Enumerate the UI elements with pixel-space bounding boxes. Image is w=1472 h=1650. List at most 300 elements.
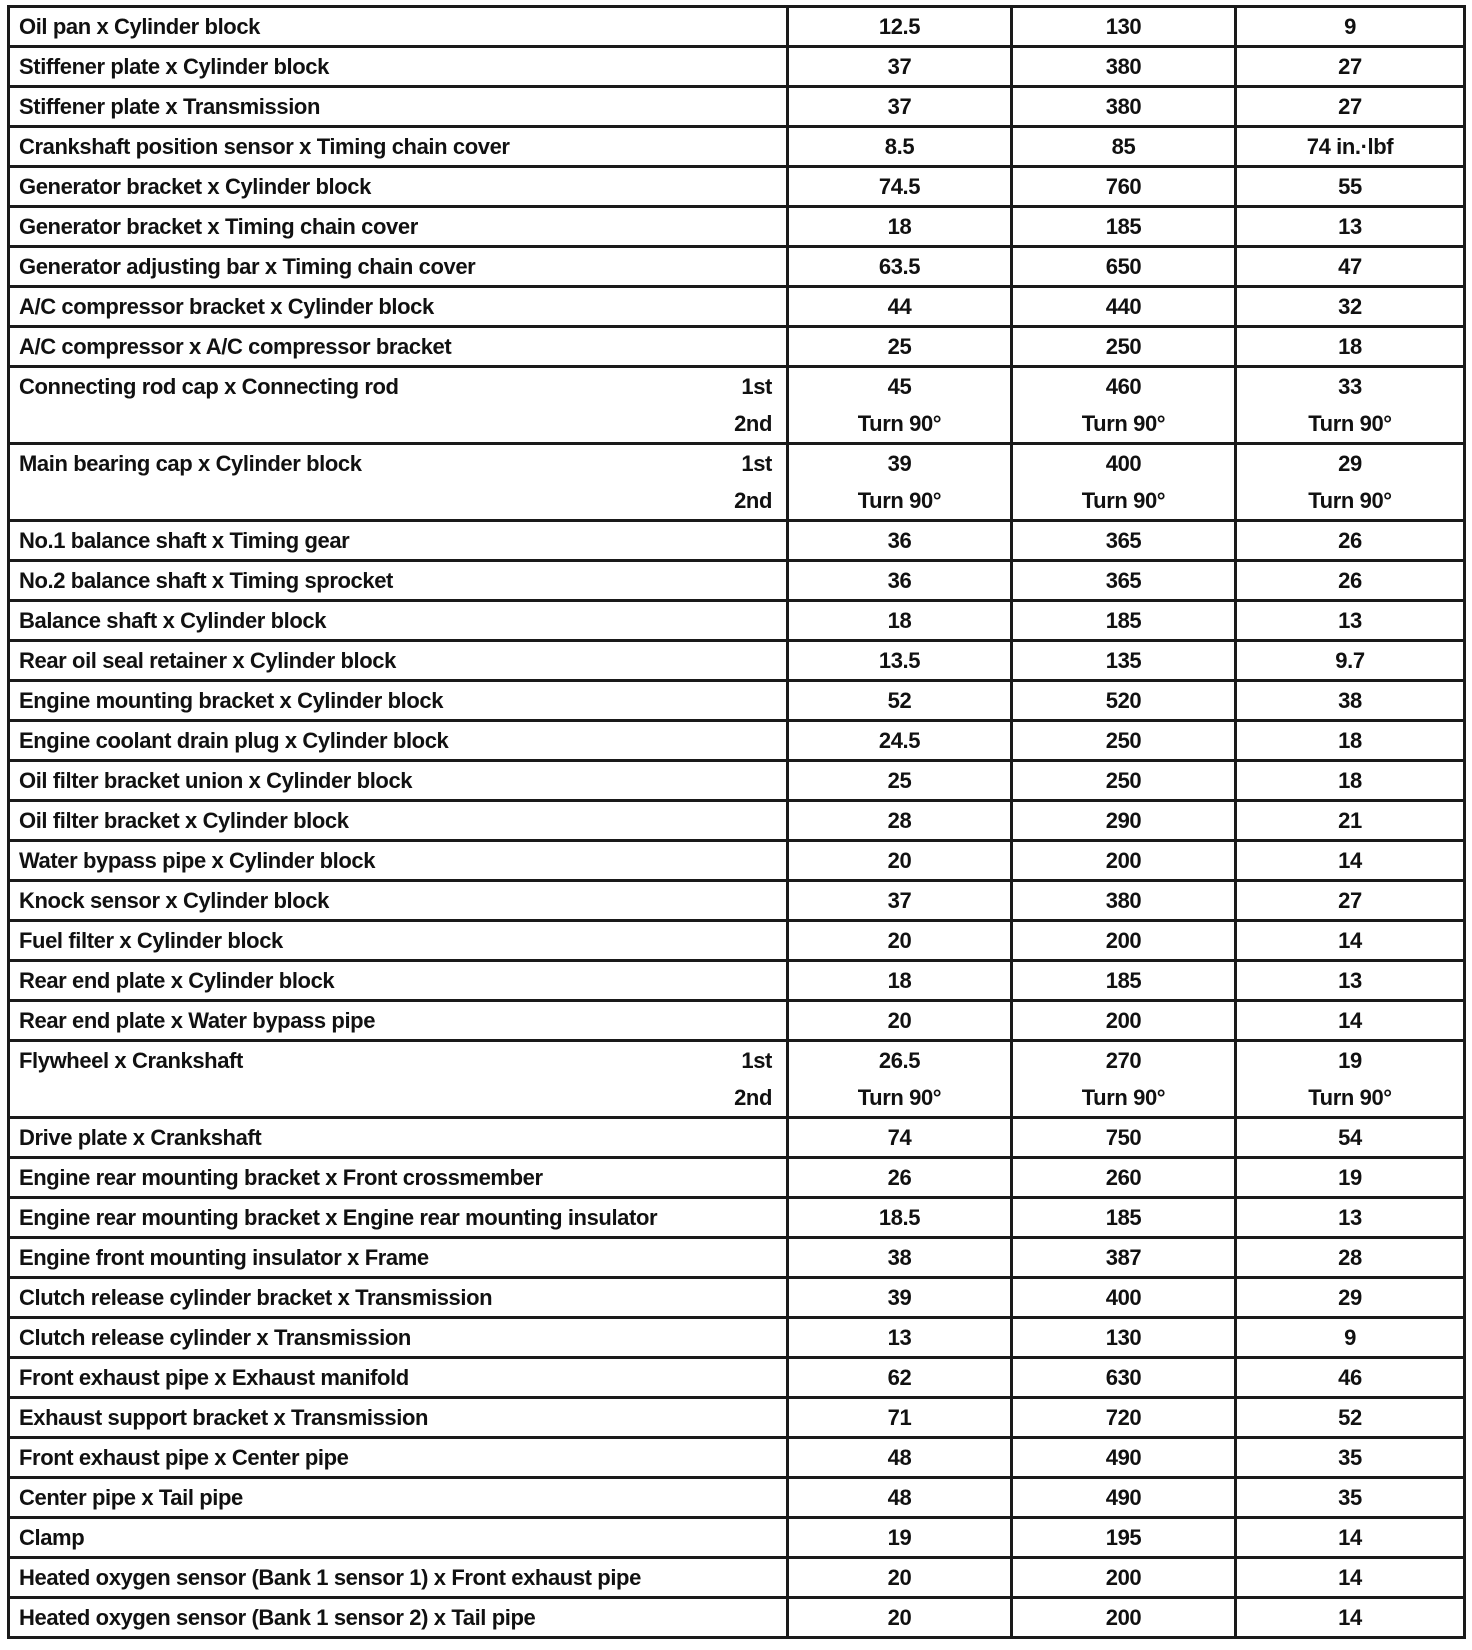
table-row: [9, 207, 1465, 247]
torque-ftlbf-value: 21: [1338, 808, 1362, 833]
torque-kgfcm-value: 365: [1105, 568, 1142, 593]
torque-nm-cell: [788, 921, 1012, 961]
table-row: [9, 444, 1465, 521]
torque-nm-cell: [788, 721, 1012, 761]
table-row: [9, 1518, 1465, 1558]
part-cell: [9, 681, 788, 721]
torque-kgfcm-value: 185: [1105, 608, 1142, 633]
torque-nm-value: 20: [887, 1008, 912, 1033]
torque-nm-cell: [788, 444, 1012, 521]
torque-nm-cell: [788, 601, 1012, 641]
torque-ftlbf-value: 46: [1338, 1365, 1362, 1390]
torque-kgfcm-cell: [1012, 601, 1236, 641]
torque-nm-value: 26.5: [878, 1048, 921, 1073]
part-cell: [9, 87, 788, 127]
torque-nm-cell: [788, 1358, 1012, 1398]
torque-nm-value: 63.5: [878, 254, 921, 279]
part-cell: [9, 881, 788, 921]
part-label: Front exhaust pipe x Center pipe: [19, 1445, 349, 1470]
torque-nm-cell: [788, 1558, 1012, 1598]
torque-nm-value: Turn 90°: [857, 488, 942, 513]
torque-kgfcm-cell: [1012, 287, 1236, 327]
torque-ftlbf-value: 13: [1338, 214, 1362, 239]
torque-ftlbf-value: 29: [1338, 1285, 1362, 1310]
table-row: [9, 681, 1465, 721]
table-row: [9, 1041, 1465, 1118]
part-label: Exhaust support bracket x Transmission: [19, 1405, 429, 1430]
torque-ftlbf-value: 19: [1338, 1165, 1362, 1190]
torque-kgfcm-cell: [1012, 1118, 1236, 1158]
torque-nm-value: 45: [887, 374, 912, 399]
part-label: Drive plate x Crankshaft: [19, 1125, 262, 1150]
part-label: Engine front mounting insulator x Frame: [19, 1245, 429, 1270]
torque-kgfcm-cell: [1012, 641, 1236, 681]
table-row: [9, 127, 1465, 167]
table-row: [9, 1318, 1465, 1358]
step-label: 2nd: [734, 488, 772, 513]
torque-kgfcm-value: 720: [1105, 1405, 1142, 1430]
torque-nm-value: 52: [887, 688, 912, 713]
part-label: Engine rear mounting bracket x Front crossmember: [19, 1165, 543, 1190]
torque-ftlbf-value: 14: [1338, 1565, 1362, 1590]
torque-kgfcm-value: 380: [1105, 94, 1142, 119]
table-row: [9, 327, 1465, 367]
part-label: No.2 balance shaft x Timing sprocket: [19, 568, 393, 593]
torque-ftlbf-cell: [1236, 1598, 1465, 1638]
torque-kgfcm-cell: [1012, 7, 1236, 47]
part-cell: [9, 761, 788, 801]
torque-kgfcm-cell: [1012, 1158, 1236, 1198]
torque-ftlbf-cell: [1236, 1041, 1465, 1118]
part-label: A/C compressor x A/C compressor bracket: [19, 334, 452, 359]
torque-nm-cell: [788, 1278, 1012, 1318]
table-row: [9, 841, 1465, 881]
torque-kgfcm-cell: [1012, 721, 1236, 761]
step-label: 2nd: [734, 411, 772, 436]
torque-nm-value: 44: [887, 294, 912, 319]
table-row: [9, 1278, 1465, 1318]
table-row: [9, 881, 1465, 921]
part-label: Oil filter bracket x Cylinder block: [19, 808, 349, 833]
torque-kgfcm-cell: [1012, 921, 1236, 961]
torque-ftlbf-value: 52: [1338, 1405, 1362, 1430]
torque-nm-cell: [788, 1198, 1012, 1238]
torque-ftlbf-value: 35: [1338, 1445, 1362, 1470]
part-cell: [9, 327, 788, 367]
part-cell: [9, 1158, 788, 1198]
torque-nm-cell: [788, 1598, 1012, 1638]
part-label: Rear oil seal retainer x Cylinder block: [19, 648, 396, 673]
table-row: [9, 1598, 1465, 1638]
torque-kgfcm-cell: [1012, 561, 1236, 601]
torque-ftlbf-cell: [1236, 1398, 1465, 1438]
part-cell: [9, 1398, 788, 1438]
torque-nm-cell: [788, 761, 1012, 801]
part-label: Generator adjusting bar x Timing chain cover: [19, 254, 476, 279]
table-row: [9, 1438, 1465, 1478]
step-label: 1st: [741, 1048, 772, 1073]
torque-ftlbf-value: 14: [1338, 848, 1362, 873]
torque-ftlbf-cell: [1236, 601, 1465, 641]
torque-kgfcm-cell: [1012, 841, 1236, 881]
torque-kgfcm-value: 135: [1105, 648, 1142, 673]
torque-nm-value: 18: [887, 608, 912, 633]
part-label: Heated oxygen sensor (Bank 1 sensor 2) x Tail pipe: [19, 1605, 536, 1630]
torque-nm-cell: [788, 367, 1012, 444]
torque-ftlbf-value: 32: [1338, 294, 1362, 319]
part-cell: [9, 1318, 788, 1358]
torque-nm-value: 12.5: [878, 14, 921, 39]
torque-kgfcm-value: 185: [1105, 968, 1142, 993]
part-cell: [9, 1238, 788, 1278]
torque-kgfcm-value: 400: [1105, 451, 1142, 476]
torque-nm-value: 26: [887, 1165, 912, 1190]
part-label: A/C compressor bracket x Cylinder block: [19, 294, 434, 319]
part-label: Rear end plate x Cylinder block: [19, 968, 335, 993]
torque-nm-cell: [788, 961, 1012, 1001]
torque-ftlbf-cell: [1236, 1358, 1465, 1398]
torque-kgfcm-cell: [1012, 521, 1236, 561]
torque-nm-cell: [788, 1518, 1012, 1558]
table-row: [9, 1398, 1465, 1438]
part-label: Oil filter bracket union x Cylinder block: [19, 768, 413, 793]
torque-kgfcm-cell: [1012, 87, 1236, 127]
table-row: [9, 961, 1465, 1001]
torque-kgfcm-cell: [1012, 681, 1236, 721]
torque-ftlbf-value: Turn 90°: [1308, 411, 1392, 436]
torque-nm-cell: [788, 681, 1012, 721]
torque-ftlbf-value: 9: [1344, 1325, 1356, 1350]
torque-kgfcm-value: 650: [1105, 254, 1142, 279]
torque-ftlbf-value: 27: [1338, 54, 1362, 79]
torque-ftlbf-cell: [1236, 1118, 1465, 1158]
part-cell: [9, 1438, 788, 1478]
torque-ftlbf-cell: [1236, 1001, 1465, 1041]
torque-ftlbf-cell: [1236, 7, 1465, 47]
part-label: Engine coolant drain plug x Cylinder block: [19, 728, 449, 753]
part-label: Engine rear mounting bracket x Engine rear mounting insulator: [19, 1205, 658, 1230]
torque-nm-value: 20: [887, 1605, 912, 1630]
torque-kgfcm-value: 250: [1105, 728, 1142, 753]
torque-ftlbf-value: 13: [1338, 1205, 1362, 1230]
torque-ftlbf-value: 14: [1338, 928, 1362, 953]
table-row: [9, 1478, 1465, 1518]
torque-kgfcm-value: 270: [1105, 1048, 1142, 1073]
torque-kgfcm-value: 380: [1105, 888, 1142, 913]
torque-ftlbf-value: 18: [1338, 728, 1362, 753]
part-label: Knock sensor x Cylinder block: [19, 888, 329, 913]
torque-nm-value: 37: [887, 54, 912, 79]
torque-ftlbf-value: Turn 90°: [1308, 1085, 1392, 1110]
torque-kgfcm-cell: [1012, 1278, 1236, 1318]
torque-ftlbf-cell: [1236, 444, 1465, 521]
torque-nm-cell: [788, 1158, 1012, 1198]
part-cell: [9, 641, 788, 681]
part-label: No.1 balance shaft x Timing gear: [19, 528, 350, 553]
torque-ftlbf-cell: [1236, 1278, 1465, 1318]
torque-nm-value: 18: [887, 214, 912, 239]
part-cell: [9, 1598, 788, 1638]
torque-ftlbf-value: 13: [1338, 968, 1362, 993]
torque-nm-cell: [788, 641, 1012, 681]
torque-kgfcm-cell: [1012, 444, 1236, 521]
torque-nm-cell: [788, 1438, 1012, 1478]
torque-ftlbf-cell: [1236, 681, 1465, 721]
torque-kgfcm-cell: [1012, 1438, 1236, 1478]
torque-kgfcm-value: 195: [1105, 1525, 1142, 1550]
torque-nm-value: 38: [887, 1245, 912, 1270]
part-cell: [9, 521, 788, 561]
torque-kgfcm-cell: [1012, 761, 1236, 801]
part-label: Stiffener plate x Cylinder block: [19, 54, 329, 79]
torque-ftlbf-value: 33: [1338, 374, 1362, 399]
torque-kgfcm-cell: [1012, 327, 1236, 367]
part-cell: [9, 1118, 788, 1158]
torque-ftlbf-cell: [1236, 921, 1465, 961]
torque-ftlbf-cell: [1236, 1198, 1465, 1238]
torque-ftlbf-value: 55: [1338, 174, 1362, 199]
step-label: 1st: [741, 374, 772, 399]
torque-nm-cell: [788, 841, 1012, 881]
table-row: [9, 721, 1465, 761]
torque-kgfcm-value: 200: [1105, 1605, 1142, 1630]
torque-table: [7, 5, 1466, 1639]
torque-nm-cell: [788, 1318, 1012, 1358]
torque-ftlbf-value: 14: [1338, 1008, 1362, 1033]
torque-ftlbf-value: 19: [1338, 1048, 1362, 1073]
table-row: [9, 1118, 1465, 1158]
torque-nm-value: 48: [887, 1445, 912, 1470]
part-label: Generator bracket x Timing chain cover: [19, 214, 418, 239]
torque-kgfcm-value: 260: [1105, 1165, 1142, 1190]
part-label: Clutch release cylinder bracket x Transmission: [19, 1285, 493, 1310]
torque-nm-cell: [788, 207, 1012, 247]
torque-kgfcm-value: 400: [1105, 1285, 1142, 1310]
table-row: [9, 561, 1465, 601]
part-label: Oil pan x Cylinder block: [19, 14, 261, 39]
part-cell: [9, 961, 788, 1001]
table-row: [9, 367, 1465, 444]
torque-nm-value: 37: [887, 94, 912, 119]
torque-kgfcm-cell: [1012, 247, 1236, 287]
torque-ftlbf-value: Turn 90°: [1308, 488, 1392, 513]
torque-nm-cell: [788, 7, 1012, 47]
torque-kgfcm-value: 760: [1105, 174, 1142, 199]
torque-table-body: [9, 7, 1465, 1638]
torque-kgfcm-cell: [1012, 367, 1236, 444]
torque-nm-value: 48: [887, 1485, 912, 1510]
part-label: Crankshaft position sensor x Timing chain cover: [19, 134, 510, 159]
table-row: [9, 921, 1465, 961]
part-cell: [9, 1278, 788, 1318]
torque-kgfcm-value: 490: [1105, 1485, 1142, 1510]
table-row: [9, 1001, 1465, 1041]
torque-kgfcm-value: 200: [1105, 928, 1142, 953]
part-label: Clutch release cylinder x Transmission: [19, 1325, 411, 1350]
torque-kgfcm-value: Turn 90°: [1081, 411, 1166, 436]
part-cell: [9, 127, 788, 167]
torque-ftlbf-value: 29: [1338, 451, 1362, 476]
torque-kgfcm-value: 440: [1105, 294, 1142, 319]
part-label: Stiffener plate x Transmission: [19, 94, 320, 119]
torque-kgfcm-value: 130: [1105, 14, 1142, 39]
torque-nm-cell: [788, 1001, 1012, 1041]
torque-nm-value: 62: [887, 1365, 912, 1390]
table-row: [9, 167, 1465, 207]
part-cell: [9, 1198, 788, 1238]
torque-nm-value: 19: [887, 1525, 912, 1550]
step-label: 1st: [741, 451, 772, 476]
torque-nm-cell: [788, 521, 1012, 561]
torque-ftlbf-cell: [1236, 801, 1465, 841]
torque-nm-cell: [788, 47, 1012, 87]
torque-ftlbf-cell: [1236, 1318, 1465, 1358]
torque-nm-value: 39: [887, 1285, 912, 1310]
torque-ftlbf-value: 18: [1338, 768, 1362, 793]
torque-nm-value: 39: [887, 451, 912, 476]
torque-ftlbf-cell: [1236, 287, 1465, 327]
torque-ftlbf-value: 14: [1338, 1525, 1362, 1550]
part-cell: [9, 1558, 788, 1598]
torque-ftlbf-cell: [1236, 561, 1465, 601]
part-cell: [9, 1518, 788, 1558]
part-cell: [9, 801, 788, 841]
torque-ftlbf-cell: [1236, 47, 1465, 87]
torque-nm-value: 74.5: [878, 174, 921, 199]
torque-ftlbf-cell: [1236, 1518, 1465, 1558]
torque-ftlbf-cell: [1236, 367, 1465, 444]
torque-kgfcm-cell: [1012, 1518, 1236, 1558]
torque-kgfcm-value: 185: [1105, 1205, 1142, 1230]
torque-nm-value: 24.5: [878, 728, 921, 753]
torque-kgfcm-value: Turn 90°: [1081, 488, 1166, 513]
part-label: Engine mounting bracket x Cylinder block: [19, 688, 444, 713]
torque-nm-value: 13.5: [878, 648, 921, 673]
torque-nm-value: 8.5: [884, 134, 915, 159]
torque-nm-cell: [788, 87, 1012, 127]
torque-ftlbf-cell: [1236, 1558, 1465, 1598]
torque-ftlbf-value: 74 in.·lbf: [1306, 134, 1394, 159]
torque-nm-value: 20: [887, 1565, 912, 1590]
part-cell: [9, 367, 788, 444]
table-row: [9, 1198, 1465, 1238]
torque-ftlbf-cell: [1236, 207, 1465, 247]
torque-nm-value: Turn 90°: [857, 1085, 942, 1110]
part-cell: [9, 167, 788, 207]
torque-kgfcm-value: 130: [1105, 1325, 1142, 1350]
torque-kgfcm-cell: [1012, 47, 1236, 87]
torque-kgfcm-value: 365: [1105, 528, 1142, 553]
part-cell: [9, 287, 788, 327]
torque-nm-value: 36: [887, 528, 912, 553]
torque-kgfcm-cell: [1012, 881, 1236, 921]
torque-nm-cell: [788, 167, 1012, 207]
torque-nm-value: 18: [887, 968, 912, 993]
part-label: Water bypass pipe x Cylinder block: [19, 848, 376, 873]
table-row: [9, 1558, 1465, 1598]
part-label: Center pipe x Tail pipe: [19, 1485, 243, 1510]
table-row: [9, 247, 1465, 287]
torque-nm-value: Turn 90°: [857, 411, 942, 436]
torque-nm-value: 18.5: [878, 1205, 921, 1230]
torque-nm-value: 71: [887, 1405, 912, 1430]
torque-spec-sheet: [7, 5, 1463, 1639]
torque-nm-cell: [788, 127, 1012, 167]
part-cell: [9, 1478, 788, 1518]
torque-nm-cell: [788, 327, 1012, 367]
torque-kgfcm-value: 200: [1105, 1008, 1142, 1033]
torque-ftlbf-value: 35: [1338, 1485, 1362, 1510]
torque-nm-cell: [788, 247, 1012, 287]
part-label: Balance shaft x Cylinder block: [19, 608, 327, 633]
torque-kgfcm-cell: [1012, 1041, 1236, 1118]
table-row: [9, 761, 1465, 801]
torque-ftlbf-cell: [1236, 761, 1465, 801]
torque-ftlbf-value: 13: [1338, 608, 1362, 633]
torque-ftlbf-value: 47: [1338, 254, 1362, 279]
torque-kgfcm-cell: [1012, 1558, 1236, 1598]
torque-ftlbf-cell: [1236, 841, 1465, 881]
torque-kgfcm-cell: [1012, 801, 1236, 841]
torque-kgfcm-cell: [1012, 1358, 1236, 1398]
torque-nm-cell: [788, 1478, 1012, 1518]
torque-ftlbf-value: 9: [1344, 14, 1356, 39]
table-row: [9, 601, 1465, 641]
torque-nm-value: 36: [887, 568, 912, 593]
torque-ftlbf-value: 28: [1338, 1245, 1362, 1270]
torque-kgfcm-cell: [1012, 127, 1236, 167]
torque-ftlbf-value: 18: [1338, 334, 1362, 359]
torque-ftlbf-value: 9.7: [1335, 648, 1365, 673]
part-label: Clamp: [19, 1525, 85, 1550]
part-label: Rear end plate x Water bypass pipe: [19, 1008, 376, 1033]
torque-kgfcm-value: 490: [1105, 1445, 1142, 1470]
torque-ftlbf-value: 27: [1338, 888, 1362, 913]
part-cell: [9, 47, 788, 87]
table-row: [9, 801, 1465, 841]
torque-kgfcm-value: 520: [1105, 688, 1142, 713]
table-row: [9, 47, 1465, 87]
torque-nm-value: 37: [887, 888, 912, 913]
torque-kgfcm-value: Turn 90°: [1081, 1085, 1166, 1110]
torque-ftlbf-value: 26: [1338, 528, 1362, 553]
torque-kgfcm-value: 750: [1105, 1125, 1142, 1150]
part-label: Generator bracket x Cylinder block: [19, 174, 371, 199]
torque-nm-cell: [788, 561, 1012, 601]
torque-kgfcm-cell: [1012, 1238, 1236, 1278]
torque-kgfcm-value: 630: [1105, 1365, 1142, 1390]
torque-kgfcm-value: 200: [1105, 848, 1142, 873]
torque-kgfcm-value: 380: [1105, 54, 1142, 79]
part-cell: [9, 921, 788, 961]
torque-nm-cell: [788, 801, 1012, 841]
torque-kgfcm-value: 290: [1105, 808, 1142, 833]
torque-ftlbf-cell: [1236, 721, 1465, 761]
torque-nm-value: 28: [887, 808, 912, 833]
torque-nm-value: 20: [887, 848, 912, 873]
part-cell: [9, 841, 788, 881]
table-row: [9, 641, 1465, 681]
torque-ftlbf-cell: [1236, 641, 1465, 681]
torque-nm-value: 74: [887, 1125, 912, 1150]
part-label: Fuel filter x Cylinder block: [19, 928, 283, 953]
torque-kgfcm-value: 200: [1105, 1565, 1142, 1590]
torque-kgfcm-cell: [1012, 1398, 1236, 1438]
torque-ftlbf-cell: [1236, 127, 1465, 167]
torque-kgfcm-value: 85: [1111, 134, 1136, 159]
torque-ftlbf-cell: [1236, 1238, 1465, 1278]
torque-kgfcm-value: 250: [1105, 768, 1142, 793]
